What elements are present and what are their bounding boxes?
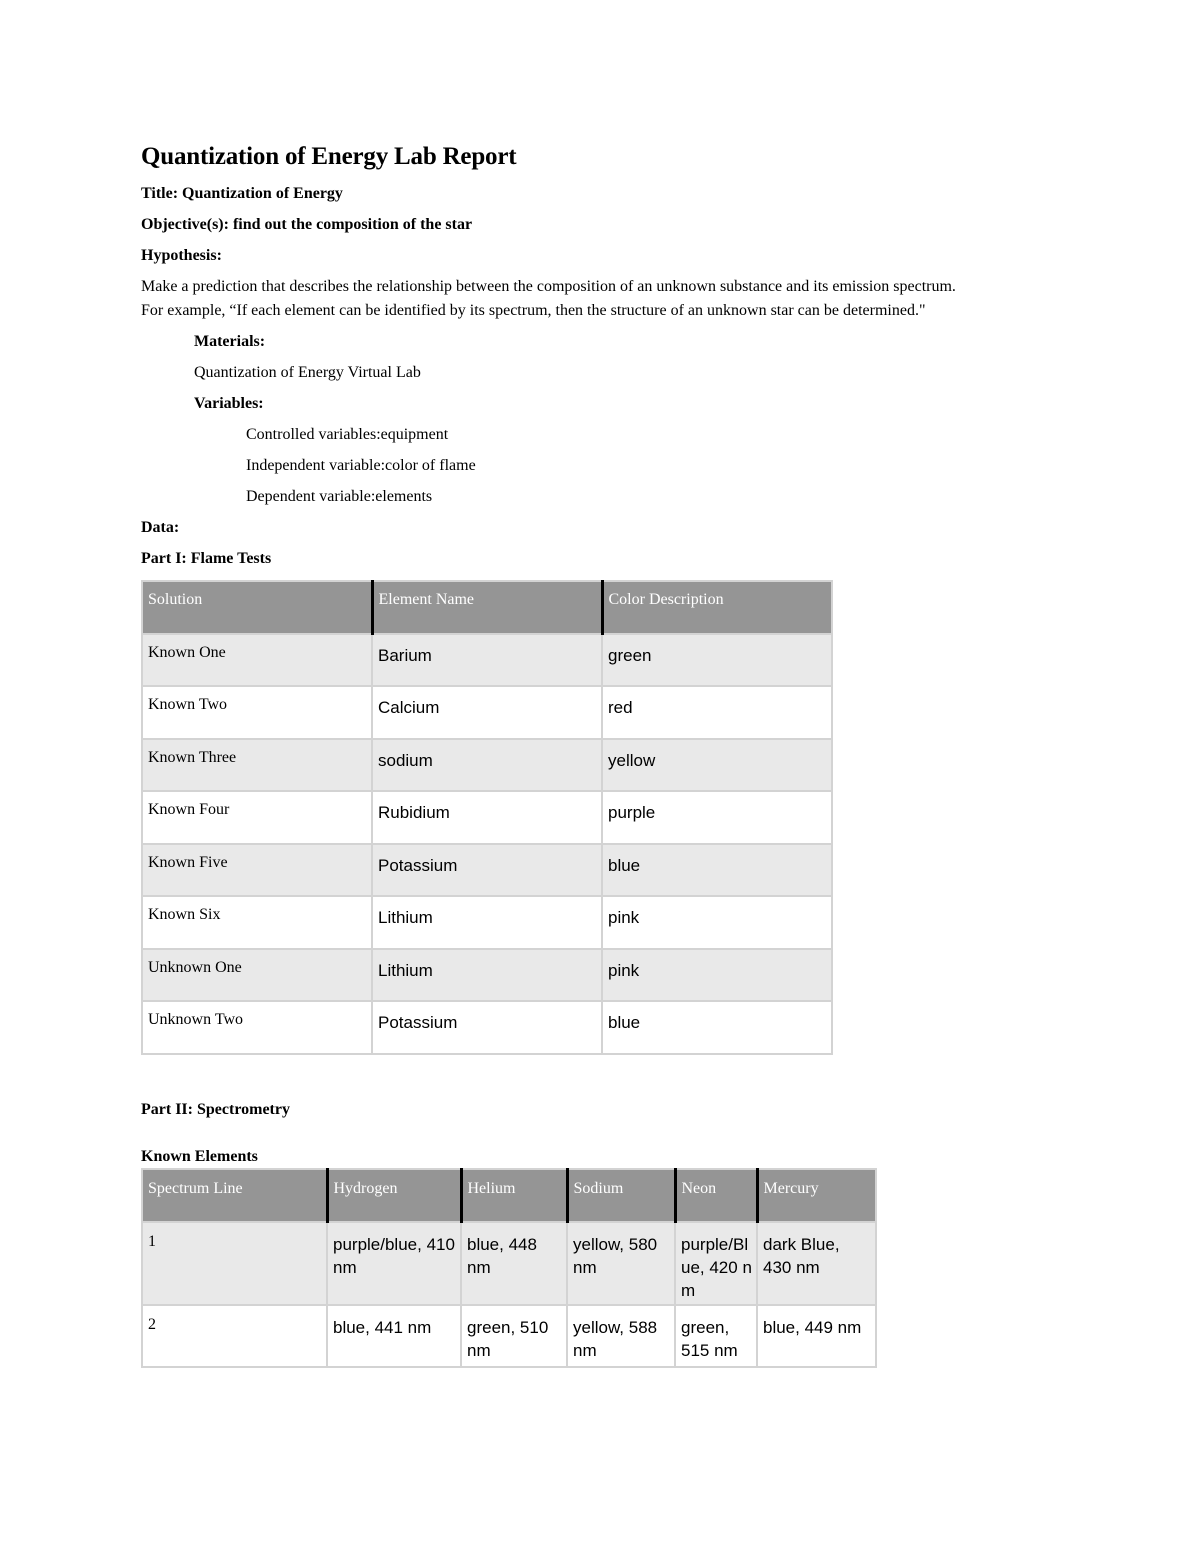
spectrum-line-cell: 2 xyxy=(142,1305,327,1367)
spectrum-table xyxy=(141,1168,877,1368)
header-cell: Mercury xyxy=(757,1169,876,1222)
materials-text: Quantization of Energy Virtual Lab xyxy=(194,364,421,381)
table-row xyxy=(142,1222,876,1305)
solution-cell: Known Three xyxy=(142,739,372,792)
hypothesis-text-line-2: For example, “If each element can be identified by its spectrum, then the structure of an unknown star can be determined." xyxy=(141,302,926,319)
element-cell: Potassium xyxy=(372,844,602,897)
color-cell: blue xyxy=(602,1001,832,1054)
part1-label: Part I: Flame Tests xyxy=(141,550,272,567)
solution-cell: Known Five xyxy=(142,844,372,897)
element-cell: Rubidium xyxy=(372,791,602,844)
dependent-variable: Dependent variable:elements xyxy=(246,488,433,505)
color-cell: yellow xyxy=(602,739,832,792)
materials-label: Materials: xyxy=(194,333,266,350)
header-cell: Solution xyxy=(142,581,372,634)
flame-tests-table xyxy=(141,580,833,1055)
table-row xyxy=(142,791,832,844)
solution-cell: Unknown Two xyxy=(142,1001,372,1054)
element-cell: Potassium xyxy=(372,1001,602,1054)
table-row xyxy=(142,844,832,897)
mercury-cell: dark Blue, 430 nm xyxy=(757,1222,876,1305)
table-row xyxy=(142,949,832,1002)
variables-label: Variables: xyxy=(194,395,264,412)
sodium-cell: yellow, 580 nm xyxy=(567,1222,675,1305)
header-cell: Hydrogen xyxy=(327,1169,461,1222)
known-elements-label: Known Elements xyxy=(141,1148,258,1165)
part2-label: Part II: Spectrometry xyxy=(141,1101,290,1118)
header-cell: Spectrum Line xyxy=(142,1169,327,1222)
title-line: Title: Quantization of Energy xyxy=(141,185,343,202)
element-cell: Lithium xyxy=(372,949,602,1002)
header-cell: Sodium xyxy=(567,1169,675,1222)
objective-line: Objective(s): find out the composition of the star xyxy=(141,216,473,233)
solution-cell: Known Six xyxy=(142,896,372,949)
color-cell: pink xyxy=(602,949,832,1002)
neon-cell: green, 515 nm xyxy=(675,1305,757,1367)
independent-variable: Independent variable:color of flame xyxy=(246,457,476,474)
hypothesis-text-line-1: Make a prediction that describes the relationship between the composition of an unknown substance and its emission spectrum. xyxy=(141,278,956,295)
data-label: Data: xyxy=(141,519,180,536)
table-header-row xyxy=(142,1169,876,1222)
hydrogen-cell: blue, 441 nm xyxy=(327,1305,461,1367)
table-header-row xyxy=(142,581,832,634)
element-cell: sodium xyxy=(372,739,602,792)
solution-cell: Known Two xyxy=(142,686,372,739)
report-heading: Quantization of Energy Lab Report xyxy=(141,143,517,170)
helium-cell: blue, 448 nm xyxy=(461,1222,567,1305)
color-cell: pink xyxy=(602,896,832,949)
neon-cell: purple/Blue, 420 nm xyxy=(675,1222,757,1305)
header-cell: Helium xyxy=(461,1169,567,1222)
element-cell: Barium xyxy=(372,634,602,687)
hypothesis-label: Hypothesis: xyxy=(141,247,222,264)
spectrum-line-cell: 1 xyxy=(142,1222,327,1305)
table-row xyxy=(142,1305,876,1367)
sodium-cell: yellow, 588 nm xyxy=(567,1305,675,1367)
element-cell: Lithium xyxy=(372,896,602,949)
element-cell: Calcium xyxy=(372,686,602,739)
mercury-cell: blue, 449 nm xyxy=(757,1305,876,1367)
color-cell: blue xyxy=(602,844,832,897)
solution-cell: Known One xyxy=(142,634,372,687)
color-cell: red xyxy=(602,686,832,739)
table-row xyxy=(142,896,832,949)
table-row xyxy=(142,1001,832,1054)
table-row xyxy=(142,739,832,792)
solution-cell: Unknown One xyxy=(142,949,372,1002)
table-row xyxy=(142,686,832,739)
solution-cell: Known Four xyxy=(142,791,372,844)
helium-cell: green, 510 nm xyxy=(461,1305,567,1367)
controlled-variable: Controlled variables:equipment xyxy=(246,426,449,443)
header-cell: Neon xyxy=(675,1169,757,1222)
header-cell: Color Description xyxy=(602,581,832,634)
color-cell: green xyxy=(602,634,832,687)
table-row xyxy=(142,634,832,687)
hydrogen-cell: purple/blue, 410 nm xyxy=(327,1222,461,1305)
header-cell: Element Name xyxy=(372,581,602,634)
color-cell: purple xyxy=(602,791,832,844)
